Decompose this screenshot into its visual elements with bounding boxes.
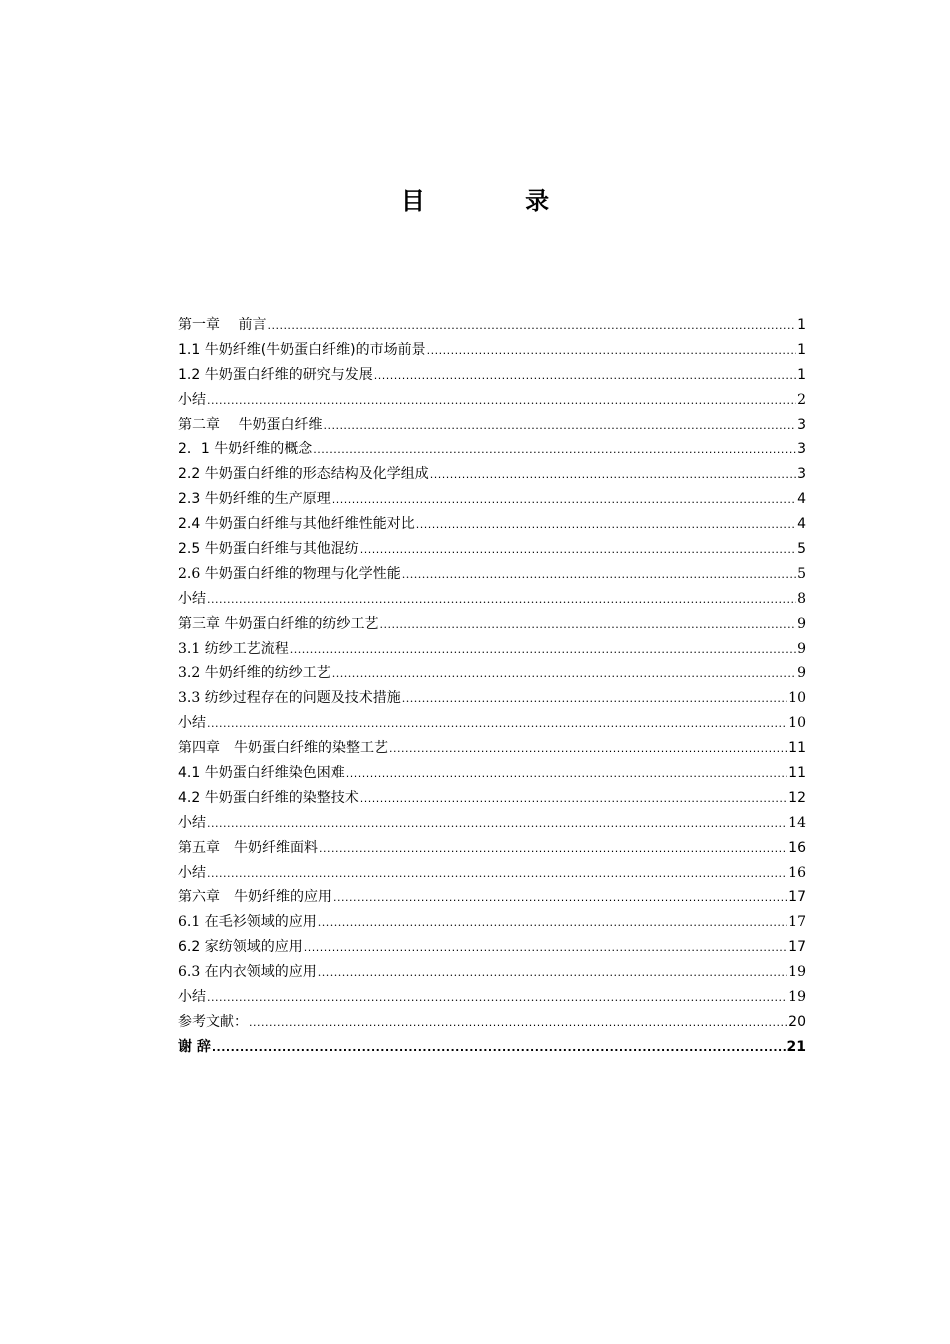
toc-label: 4.2 牛奶蛋白纤维的染整技术 (178, 789, 359, 806)
toc-leader (207, 862, 787, 887)
toc-label: 2.5 牛奶蛋白纤维与其他混纺 (178, 541, 359, 558)
toc-label: 2.3 牛奶纤维的生产原理 (178, 491, 331, 508)
toc-label: 3.1 纺纱工艺流程 (178, 640, 289, 657)
toc-page-number: 9 (797, 640, 806, 657)
toc-leader (389, 737, 787, 762)
toc-entry[interactable] (178, 637, 806, 662)
toc-leader (402, 687, 787, 712)
toc-page-number: 17 (788, 939, 806, 956)
toc-page-number: 16 (788, 864, 806, 881)
toc-page-number: 3 (797, 441, 806, 458)
toc-page-number: 20 (788, 1013, 806, 1030)
toc-entry[interactable] (178, 861, 806, 886)
toc-leader (212, 1036, 786, 1061)
toc-label: 2.4 牛奶蛋白纤维与其他纤维性能对比 (178, 516, 415, 533)
toc-label: 3.3 纺纱过程存在的问题及技术措施 (178, 690, 401, 707)
toc-entry[interactable] (178, 388, 806, 413)
toc-label: 2.6 牛奶蛋白纤维的物理与化学性能 (178, 565, 401, 582)
toc-entry[interactable] (178, 910, 806, 935)
toc-leader (318, 911, 787, 936)
toc-entry[interactable] (178, 661, 806, 686)
toc-leader (416, 513, 796, 538)
toc-page-number: 17 (788, 889, 806, 906)
toc-label: 小结 (178, 590, 206, 607)
toc-leader (267, 314, 796, 339)
toc-page-number: 17 (788, 914, 806, 931)
toc-label: 参考文献： (178, 1013, 248, 1030)
toc-leader (323, 414, 796, 439)
toc-page-number: 14 (788, 814, 806, 831)
toc-entry[interactable] (178, 512, 806, 537)
toc-label: 小结 (178, 715, 206, 732)
toc-leader (207, 588, 796, 613)
table-of-contents (178, 313, 806, 1060)
toc-page-number: 11 (788, 740, 806, 757)
toc-leader (360, 538, 796, 563)
toc-entry[interactable] (178, 736, 806, 761)
toc-page-number: 19 (788, 964, 806, 981)
toc-page-number: 5 (797, 565, 806, 582)
toc-page-number: 3 (797, 416, 806, 433)
toc-entry[interactable] (178, 1010, 806, 1035)
toc-page-number: 3 (797, 466, 806, 483)
toc-leader (304, 936, 787, 961)
toc-entry[interactable] (178, 587, 806, 612)
toc-entry[interactable] (178, 960, 806, 985)
toc-page-number: 10 (788, 715, 806, 732)
toc-page-number: 1 (797, 366, 806, 383)
toc-leader (333, 886, 787, 911)
toc-page-number: 9 (797, 615, 806, 632)
toc-entry[interactable] (178, 313, 806, 338)
toc-entry[interactable] (178, 562, 806, 587)
toc-leader (249, 1011, 787, 1036)
toc-page-number: 10 (788, 690, 806, 707)
toc-leader (207, 812, 787, 837)
toc-page-number: 8 (797, 590, 806, 607)
toc-leader (207, 389, 796, 414)
toc-label: 第五章 牛奶纤维面料 (178, 839, 318, 856)
toc-page-number: 11 (788, 765, 806, 782)
toc-leader (360, 787, 787, 812)
toc-entry[interactable] (178, 761, 806, 786)
toc-label: 小结 (178, 391, 206, 408)
toc-leader (332, 662, 796, 687)
toc-label: 第四章 牛奶蛋白纤维的染整工艺 (178, 740, 388, 757)
toc-entry[interactable] (178, 462, 806, 487)
toc-entry[interactable] (178, 1035, 806, 1060)
toc-entry[interactable] (178, 437, 806, 462)
toc-entry[interactable] (178, 711, 806, 736)
toc-page-number: 1 (797, 317, 806, 333)
toc-label: 2．1 牛奶纤维的概念 (178, 441, 313, 458)
toc-label: 6.3 在内衣领域的应用 (178, 964, 317, 981)
toc-page-number: 16 (788, 839, 806, 856)
toc-leader (346, 762, 787, 787)
toc-label: 3.2 牛奶纤维的纺纱工艺 (178, 665, 331, 682)
toc-entry[interactable] (178, 537, 806, 562)
toc-label: 1.1 牛奶纤维(牛奶蛋白纤维)的市场前景 (178, 341, 426, 358)
toc-leader (313, 438, 796, 463)
toc-label: 谢 辞 (178, 1038, 211, 1055)
toc-page-number: 12 (788, 789, 806, 806)
toc-leader (318, 961, 787, 986)
toc-label: 小结 (178, 989, 206, 1006)
toc-page-number: 5 (797, 541, 806, 558)
toc-leader (374, 364, 796, 389)
toc-page-number: 9 (797, 665, 806, 682)
toc-label: 第二章 牛奶蛋白纤维 (178, 416, 323, 433)
toc-entry[interactable] (178, 836, 806, 861)
toc-label: 2.2 牛奶蛋白纤维的形态结构及化学组成 (178, 466, 429, 483)
toc-leader (319, 837, 787, 862)
toc-label: 1.2 牛奶蛋白纤维的研究与发展 (178, 366, 373, 383)
toc-label: 第一章 前言 (178, 317, 267, 333)
toc-leader (207, 712, 787, 737)
toc-leader (427, 339, 796, 364)
toc-page-number: 4 (797, 516, 806, 533)
toc-label: 小结 (178, 864, 206, 881)
toc-entry[interactable] (178, 811, 806, 836)
toc-page-number: 21 (786, 1038, 806, 1055)
toc-entry[interactable] (178, 413, 806, 438)
toc-entry[interactable] (178, 885, 806, 910)
toc-entry[interactable] (178, 786, 806, 811)
toc-label: 6.2 家纺领域的应用 (178, 939, 303, 956)
toc-leader (290, 638, 796, 663)
toc-entry[interactable] (178, 686, 806, 711)
toc-leader (332, 488, 796, 513)
toc-entry[interactable] (178, 338, 806, 363)
toc-leader (402, 563, 796, 588)
toc-page-number: 19 (788, 989, 806, 1006)
toc-entry[interactable] (178, 612, 806, 637)
toc-leader (430, 463, 796, 488)
toc-label: 4.1 牛奶蛋白纤维染色困难 (178, 765, 345, 782)
toc-page-number: 4 (797, 491, 806, 508)
toc-entry[interactable] (178, 935, 806, 960)
toc-leader (379, 613, 796, 638)
toc-label: 第三章 牛奶蛋白纤维的纺纱工艺 (178, 615, 379, 632)
toc-page-number: 1 (797, 341, 806, 358)
toc-label: 6.1 在毛衫领域的应用 (178, 914, 317, 931)
toc-entry[interactable] (178, 363, 806, 388)
toc-entry[interactable] (178, 985, 806, 1010)
page-title: 目 录 (400, 187, 596, 215)
toc-label: 第六章 牛奶纤维的应用 (178, 889, 332, 906)
toc-label: 小结 (178, 814, 206, 831)
toc-leader (207, 986, 787, 1011)
toc-page-number: 2 (797, 391, 806, 408)
toc-entry[interactable] (178, 487, 806, 512)
